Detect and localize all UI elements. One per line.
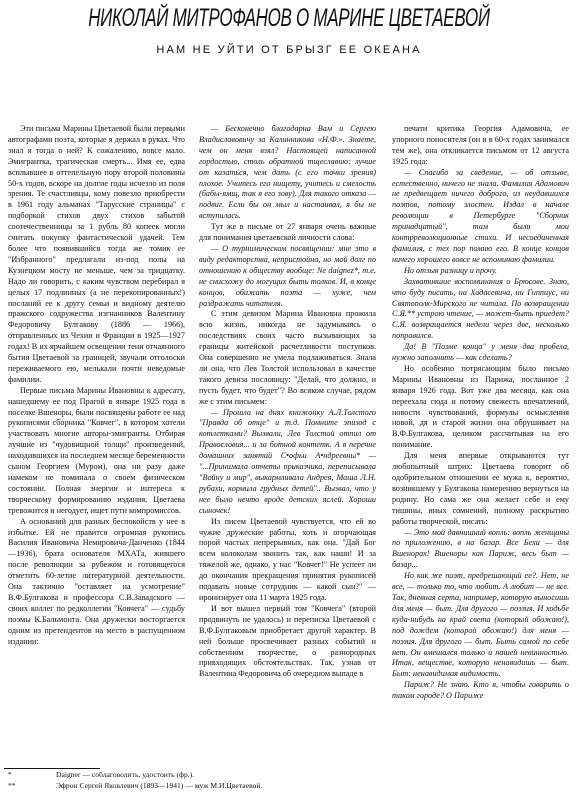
paragraph: Но особенно потрясающим было письмо Марины Ивановны из Парижа, посланное 2 января 1926 года. Вот уже два месяца, как она переехала сюда и потому свежесть впечатлений, новости чувствований, формулы осмысления новой, дя и старой жизни она обрушивает на В.Ф.Булгакова, целиком рассчитывая на его понимание. — [392, 363, 569, 450]
column-middle — [199, 124, 376, 754]
column-left — [8, 124, 185, 754]
paragraph: печати критика Георгия Адамовича, ее упорного поносителя (он и в 60-х годах занимался тем же), она откликается письмом от 12 августа 1925 года: — [392, 124, 569, 166]
paragraph: Первые письма Марины Ивановны к адресату, нашедшему ее под Прагой в январе 1925 года в поселке Вшеноры, были посвящены работе ее над рукописями сборника "Ковчег", в котором хотели участвовать многие авторы-эмигранты. Отбирая лучшие из "чудовищной толщи" произведений, находившихся на последнем месяце беременности сыном Георгием (Муром), она ни разу даже намеком не поминала о своем физическом состоянии. Полная энергии и интереса к творческому формированию издания, Цветаева тревожится и негодует, ищет пути компромиссов. — [8, 385, 185, 515]
quote-paragraph: — О турнимическом посвящении: мне это в виду редакторства, непристойно, но мой долг по отношению к обществу вообще: Ne daignez*, т.е. не снисхожу до могущих быть толков. И, в конце концов, обижать поэта — хуже, чем раздражать читателя. — [199, 243, 376, 308]
footnote-text: Эфрон Сергей Яковлевич (1893—1941) — муж М.И.Цветаевой. — [56, 780, 263, 790]
article-subheadline: НАМ НЕ УЙТИ ОТ БРЫЗГ ЕЕ ОКЕАНА — [156, 44, 422, 56]
quote-paragraph: Но как же поэт, предрешающий ее?. Нет, не все, — только то, что любит. А любит — не все. Так, дневная серта, например, которую выносишь для меня — быт. Для другого — поэзия. И ходьбе куда-нибудь на край света (который обожаю!), под дождем (которой обожаю!) для меня — поэзия. Для другого — быт. Быть самой по себе нет. Он вмешался только и нашей невинностью. Итак, веществе, которую ненавидишь — быт. Быт: ненавидимая видимость. — [392, 571, 569, 679]
footnotes — [8, 770, 568, 791]
quote-paragraph: — Спасибо за сведение, — об отзыве, естественно, ничего не знала. Фамилия Адамович не предвещает ничего доброго, из неудавшихся поэтов, потому злостен. Издал в начале революции в Петербурге "Сборник тринадцатый", там были мои контрреволюционные стихи. И несоединенная фамилия, с тех пор помню его. В конце концов ничего хорошего вовсе не вспоминаю фамилии. — [392, 167, 569, 264]
footnote-divider — [4, 768, 100, 769]
column-right — [392, 124, 569, 754]
paragraph: И вот вышел первый том "Ковчега" (второй продвинуть не удалось) и переписка Цветаевой с В.Ф.Булгаковым приобретает другой характер. В ней больше просвечивает разных событий и собственном творчестве, о разнородных привходящих обстоятельствах. Так, узнав от Валентина Федоровича об очередном выпаде в — [199, 603, 376, 679]
footnote — [8, 770, 568, 781]
paragraph: А оснований для разных беспокойств у нее в избытке. Ей не правится огромная рукопись Василия Ивановича Немировича-Данченко (1844—1936), брата основателя МХАТа, жившего после революции за рубежом и готовящегося отметить 60-летие литературной деятельности. Она тактично "оставляет на усмотрение" В.Ф.Булгакова и профессора С.В.Завадского — своих коллег по редколлегии "Ковчега" — судьбу поэмы К.Бальмонта. Она дружески восторгается одним из претендентов на место в распущенном издании: — [8, 516, 185, 646]
paragraph: Для меня впервые открываются тут любопытный штрих: Цветаева говорит об одобрительном отношении ее мужа к, вероятно, возникшему у Булгакова намерению вернуться на родину. Но сама же она желает себе и ему тишины, иных сомнений, полному раскрытию работы творческой, писать: — [392, 451, 569, 526]
paragraph: Из писем Цветаевой чувствуется, что ей во чужие дружеские работы, хоть и огорчающая порой частых непрерывных, как она. "Дай Бог всем колоколам звонить так, как наши! И за тяжелой же, однако, у нас "Ковчег!" Не успеет ли до окончания прекращения принятия рукописей подавать новые сотрудник — какой сын?" — иронизирует она 11 марта 1925 года. — [199, 516, 376, 602]
quote-paragraph: — Бесконечно благодарна Вам и Сергею Владиславовичу за Калинникова «Н.Ф.». Знаете, чем он меня взял? Настоящей написанной гордостью, столь обратной тщеславию: лучше от казаться, чем дать (с его точки зрения) плохое. Учитесь его нищету, учитесь и смелость (бабы-ямщ, так я его зову). Для такого отказа — подвиг. Если бы он мыл и настаивал, я бы не вступилась. — [199, 124, 376, 221]
quote-paragraph: Но отзыв разницу и прочу. — [404, 265, 497, 275]
footnote — [8, 781, 568, 792]
quote-paragraph: Захватившие воспоминания о Брюсове. Знаю, что буду писать, на Ходасевича, ни Гиппиус, ни Святополк-Мирского не читала. По возвращении С.Я.** устрою чтение, — может-быть приедет? С.Я. возвращается недели через две, несколько поправился. — [392, 276, 569, 341]
paragraph: С этим девизом Марина Ивановна прожила всю жизнь, никогда не задумываясь о последствиях своих часто вызывающих за границы житейской расчетливости поступков. Она совершенно не умела подлаживаться. Знала ли она, что Лев Толстой использовал в качестве такого девиза пословицу: "Делай, что должно, и пусть будет, что будет"? Во всяком случае, рядом же с этим письмем: — [199, 309, 376, 406]
footnote-mark: * — [8, 770, 12, 779]
paragraph: Эти письма Марины Цветаевой были первыми автографами поэта, которые я держал в руках. Что знал я тогда о ней? К сожалению, вовсе мало. Эмигрантка, трагическая смерть... Имя ее, едва всплывшее в оттепельную пору второй половины 50-х годов, вскоре на долгие годы исчезло из поля зрения. Те счастливцы, кому повезло приобрести в 1961 году альманах "Тарусские страницы" с подборкой стихов двух стихов забытой соотечественницы за 1 рубль 80 копеек могли считать покупку фантастической удачей. Тем более что появившийся тогда же томик ее "Избранного" предлагали из-под полы на Кузнецком мосту не меньше, чем за тридцатку. Надо ли говорить, с каким чувством перебирал я целых 17 подлинных (а не перекопированных!) посланий ее к другу семьи и видному деятелю пражского содружества изгнанников Валентину Федоровичу Булгакову (1886 — 1966), отправленных из Чехии и Франции в 1925—1927 годах! В их ярчайшем освещении тени отчаянного бытия Цветаевой за границей, звучали отголоски переживаемого ею, мелькали почти неведомые фамилии. — [8, 124, 185, 384]
quote-paragraph: — Прошла на днях книжонку А.Л.Толстого "Правда об отце" и т.д. Помните эпизод с котлетками? Вызвали, Лев Толстой отпил от Правословия... и за ботной контетк. А в перечне домашних занятий С•офьи А•ндреевны* — "...Принимала отчеты приказчика, переписывала "Войну и мир", выкармливала Андрея, Маша Л.Н. рубахи, кормила грудных детей".. Вызвал, что у нее было нечто вроде детских яслей. Хороши сыночек! — [199, 407, 376, 515]
footnote-mark: ** — [8, 780, 16, 790]
footnote-text: Daigner — соблаговолить, удостоить (фр.). — [56, 770, 195, 779]
quote-paragraph: — Это мой давнишний вопль: вопль женщины по приложению, в на базар. Все Бехи — для Вшенорах! Вшеноры как Париж, весь быт — базар... — [392, 527, 569, 570]
paragraph: Тут же в письме от 27 января очень важные для понимания цветаевской личности слова: — [199, 222, 376, 243]
article-headline: НИКОЛАЙ МИТРОФАНОВ О МАРИНЕ ЦВЕТАЕВОЙ — [88, 4, 490, 32]
quote-paragraph: Париж? Не знаю. Кто я, чтобы говорить о таком городе? О Париже — [392, 680, 569, 701]
quote-paragraph: Да! В "Поэме конца" у меня два пробела, нужно заполнить — как сделать? — [392, 342, 569, 363]
